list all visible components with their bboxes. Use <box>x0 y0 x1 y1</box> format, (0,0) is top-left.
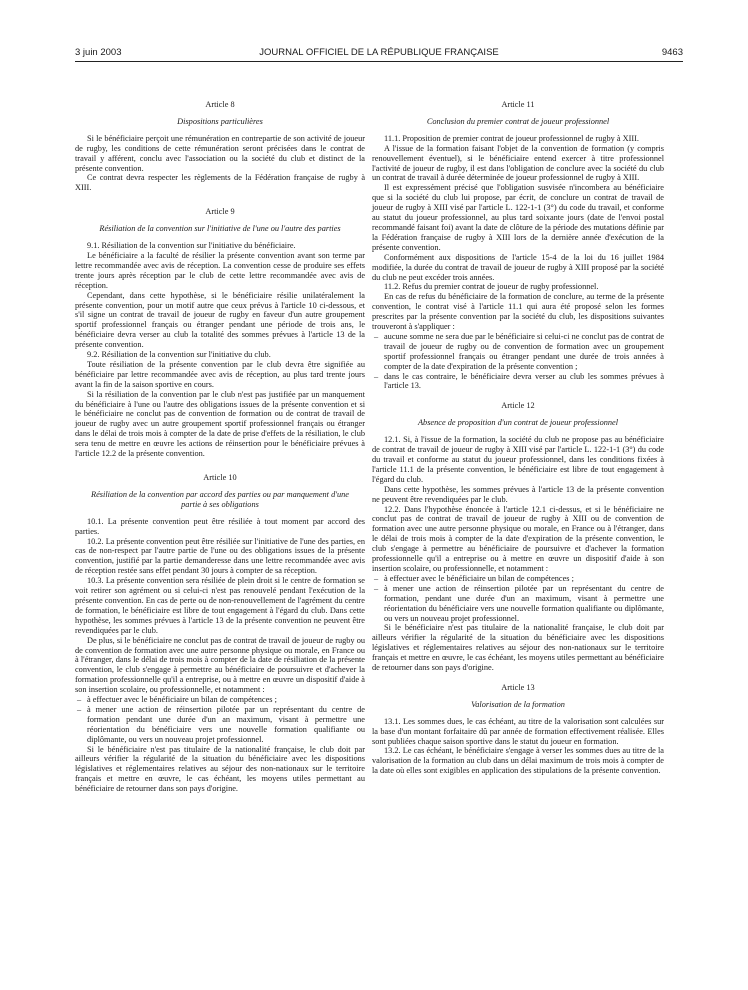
list-item: – aucune somme ne sera due par le bénéficiaire si celui-ci ne conclut pas de contrat de travail de joueur de rugby ou de convention de formation avec un groupement sportif professionnel français ou étranger pendant une durée de trois années à compter de la date d'expiration de la présente convention ; <box>372 332 664 372</box>
paragraph: 10.3. La présente convention sera résiliée de plein droit si le centre de formation se voit retirer son agrément ou si celui-ci n'est pas renouvelé pendant l'exécution de la présente convention. En cas de perte ou de non-renouvellement de l'agrément du centre de formation, le bénéficiaire est libre de tout engagement à l'égard du club. Dans cette hypothèse, les sommes prévues à l'article 13 de la présente convention ne peuvent être revendiquées par le club. <box>75 576 365 635</box>
article-title: Résiliation de la convention sur l'initiative de l'une ou l'autre des parties <box>99 224 341 234</box>
article-12 <box>372 401 664 673</box>
article-heading: Article 13 <box>501 682 535 692</box>
header-date: 3 juin 2003 <box>75 47 122 58</box>
article-13 <box>372 683 664 776</box>
article-heading: Article 12 <box>501 401 535 411</box>
paragraph: A l'issue de la formation faisant l'objet de la convention de formation (y compris renouvellement éventuel), si le bénéficiaire entend exercer à titre professionnel l'activité de joueur de rugby, il est dans l'obligation de conclure avec la société du club un contrat de travail à durée déterminée de joueur professionnel de rugby à XIII. <box>372 143 664 183</box>
article-heading: Article 9 <box>205 207 235 217</box>
paragraph: Dans cette hypothèse, les sommes prévues à l'article 13 de la présente convention ne peuvent être revendiquées par le club. <box>372 484 664 504</box>
paragraph: Conformément aux dispositions de l'article 15-4 de la loi du 16 juillet 1984 modifiée, la durée du contrat de travail de joueur de rugby à XIII proposé par la société du club ne peut excéder trois années. <box>372 252 664 282</box>
bullet-list <box>372 574 664 624</box>
paragraph: Il est expressément précisé que l'obligation susvisée n'incombera au bénéficiaire que si la société du club lui propose, par écrit, de conclure un contrat de travail de joueur de rugby à XIII visé par l'article L. 122-1-1 (3°) du code du travail, et conforme au statut du joueur professionnel, au plus tard soixante jours (date de l'envoi postal recommandé faisant foi) avant la date de clôture de la période des mutations définie par la Fédération française de rugby à XIII lors de la dernière année d'exécution de la présente convention. <box>372 183 664 252</box>
bullet-list <box>75 695 365 745</box>
paragraph: 9.1. Résiliation de la convention sur l'initiative du bénéficiaire. <box>87 241 296 251</box>
page-header <box>75 47 683 61</box>
article-title: Conclusion du premier contrat de joueur professionnel <box>426 116 610 126</box>
header-rule <box>75 61 683 62</box>
article-title: Valorisation de la formation <box>471 699 565 709</box>
paragraph: 10.2. La présente convention peut être résiliée sur l'initiative de l'une des parties, en cas de non-respect par l'autre partie de l'une ou des obligations issues de la présente convention, justifié par la partie demanderesse dans une lettre recommandée avec avis de réception restée sans effet pendant 30 jours à compter de sa réception. <box>75 536 365 576</box>
article-heading: Article 8 <box>205 100 235 109</box>
paragraph: 9.2. Résiliation de la convention sur l'initiative du club. <box>87 350 271 360</box>
article-9 <box>75 207 365 459</box>
list-item: – à mener une action de réinsertion pilotée par un représentant du centre de formation pendant une durée d'un an maximum, visant à permettre une réorientation du bénéficiaire vers une nouvelle formation qualifiante ou diplômante, ou vers un nouveau projet professionnel. <box>75 705 365 745</box>
article-title: Absence de proposition d'un contrat de joueur professionnel <box>417 418 619 428</box>
article-heading: Article 11 <box>501 100 535 109</box>
article-10 <box>75 473 365 794</box>
paragraph: Toute résiliation de la présente convention par le club devra être signifiée au bénéficiaire par lettre recommandée avec avis de réception, au plus tard trente jours avant la fin de la saison sportive en cours. <box>75 359 365 389</box>
bullet-list <box>372 332 664 391</box>
paragraph: Ce contrat devra respecter les règlements de la Fédération française de rugby à XIII. <box>75 173 365 193</box>
article-heading: Article 10 <box>203 473 237 482</box>
paragraph: Si le bénéficiaire perçoit une rémunération en contrepartie de son activité de joueur de rugby, les conditions de cette rémunération seront précisées dans le contrat de travail y afférent, conclu avec l'association ou la société du club et distinct de la présente convention. <box>75 133 365 173</box>
header-journal-title: JOURNAL OFFICIEL DE LA RÉPUBLIQUE FRANÇAISE <box>259 47 499 58</box>
paragraph: 12.2. Dans l'hypothèse énoncée à l'article 12.1 ci-dessus, et si le bénéficiaire ne conclut pas de contrat de travail de joueur de rugby à XIII ou de convention de formation avec une autre personne physique ou morale, en France ou à l'étranger, dans le délai de trois mois à compter de la date d'expiration de la présente convention, le club s'engage à permettre au bénéficiaire de poursuivre et d'achever la formation professionnelle qu'il a entreprise ou à mettre en œuvre un dispositif d'aide à son insertion scolaire, ou professionnelle, et notamment : <box>372 504 664 573</box>
article-11 <box>372 100 664 391</box>
paragraph: 12.1. Si, à l'issue de la formation, la société du club ne propose pas au bénéficiaire de contrat de travail de joueur de rugby à XIII visé par l'article L. 122-1-1 (3°) du code du travail et conforme au statut du joueur professionnel, dans les conditions fixées à l'article 11.1 de la présente convention, le bénéficiaire est libre de tout engagement à l'égard du club. <box>372 435 664 484</box>
paragraph: Si la résiliation de la convention par le club n'est pas justifiée par un manquement du bénéficiaire à l'une ou l'autre des obligations issues de la présente convention et si le bénéficiaire ne conclut pas de convention de formation ou de contrat de travail de joueur de rugby avec un autre groupement sportif professionnel français ou étranger dans le délai de trois mois à compter de la date de prise d'effets de la résiliation, le club sera tenu de mettre en œuvre les actions de réinsertion pour le bénéficiaire prévues à l'article 12.2 de la présente convention. <box>75 389 365 459</box>
list-item: – à effectuer avec le bénéficiaire un bilan de compétences ; <box>372 574 664 584</box>
article-title: Dispositions particulières <box>177 116 263 126</box>
paragraph: Si le bénéficiaire n'est pas titulaire de la nationalité française, le club doit par ailleurs vérifier la régularité de la situation du bénéficiaire avec les dispositions législatives et réglementaires relatives au séjour des non-nationaux sur le territoire français et mettre en œuvre, le cas échéant, les moyens utiles permettant au bénéficiaire de retourner dans son pays d'origine. <box>372 623 664 673</box>
paragraph: 11.2. Refus du premier contrat de joueur de rugby professionnel. <box>384 282 599 292</box>
header-page-number: 9463 <box>661 47 683 58</box>
paragraph: 10.1. La présente convention peut être résiliée à tout moment par accord des parties. <box>75 516 365 536</box>
left-column <box>75 100 365 794</box>
article-8 <box>75 100 365 193</box>
paragraph: 13.1. Les sommes dues, le cas échéant, au titre de la valorisation sont calculées sur la base d'un montant forfaitaire dû par année de formation effectivement réalisée. Elles sont publiées chaque saison sportive dans le statut du joueur en formation. <box>372 716 664 746</box>
paragraph: De plus, si le bénéficiaire ne conclut pas de contrat de travail de joueur de rugby ou de convention de formation avec une autre personne physique ou morale, en France ou à l'étranger, dans le délai de trois mois à compter de la date de résiliation de la présente convention, le club s'engage à permettre au bénéficiaire de poursuivre et d'achever la formation professionnelle qu'il a entreprise, ou à mettre en œuvre un dispositif d'aide à son insertion scolaire, ou professionnelle, et notamment : <box>75 635 365 695</box>
paragraph: Le bénéficiaire a la faculté de résilier la présente convention avant son terme par lettre recommandée avec avis de réception. La convention cesse de produire ses effets trente jours après réception par le club de cette lettre recommandée avec avis de réception. <box>75 250 365 290</box>
list-item: – à effectuer avec le bénéficiaire un bilan de compétences ; <box>75 695 365 705</box>
paragraph: 11.1. Proposition de premier contrat de joueur professionnel de rugby à XIII. <box>384 133 639 143</box>
article-title: Résiliation de la convention par accord des parties ou par manquement d'une partie à ses obligations <box>91 489 349 509</box>
paragraph: 13.2. Le cas échéant, le bénéficiaire s'engage à verser les sommes dues au titre de la valorisation de la formation au club dans un délai maximum de trois mois à compter de la date où elles sont exigibles en application des stipulations de la présente convention. <box>372 746 664 776</box>
paragraph: En cas de refus du bénéficiaire de la formation de conclure, au terme de la présente convention, le contrat visé à l'article 11.1 qui aura été proposé selon les formes prescrites par la présente convention par la société du club, les dispositions suivantes trouveront à s'appliquer : <box>372 292 664 332</box>
list-item: – dans le cas contraire, le bénéficiaire devra verser au club les sommes prévues à l'article 13. <box>372 372 664 392</box>
paragraph: Cependant, dans cette hypothèse, si le bénéficiaire résilie unilatéralement la présente convention, pour un motif autre que ceux prévus à l'article 10 ci-dessous, et s'il signe un contrat de travail de joueur de rugby en faveur d'un autre groupement sportif professionnel français ou étranger pendant une période de trois ans, le bénéficiaire devra verser au club la totalité des sommes prévues à l'article 13 de la présente convention. <box>75 290 365 350</box>
list-item: – à mener une action de réinsertion pilotée par un représentant du centre de formation, pendant une durée d'un an maximum, visant à permettre une réorientation du bénéficiaire vers une nouvelle formation qualifiante ou diplômante, ou vers un nouveau projet professionnel. <box>372 584 664 624</box>
paragraph: Si le bénéficiaire n'est pas titulaire de la nationalité française, le club doit par ailleurs vérifier la régularité de la situation du bénéficiaire avec les dispositions législatives et réglementaires relatives au séjour des non-nationaux sur le territoire français et mettre en œuvre, le cas échéant, les moyens utiles permettant au bénéficiaire de retourner dans son pays d'origine. <box>75 744 365 794</box>
right-column <box>372 100 664 776</box>
